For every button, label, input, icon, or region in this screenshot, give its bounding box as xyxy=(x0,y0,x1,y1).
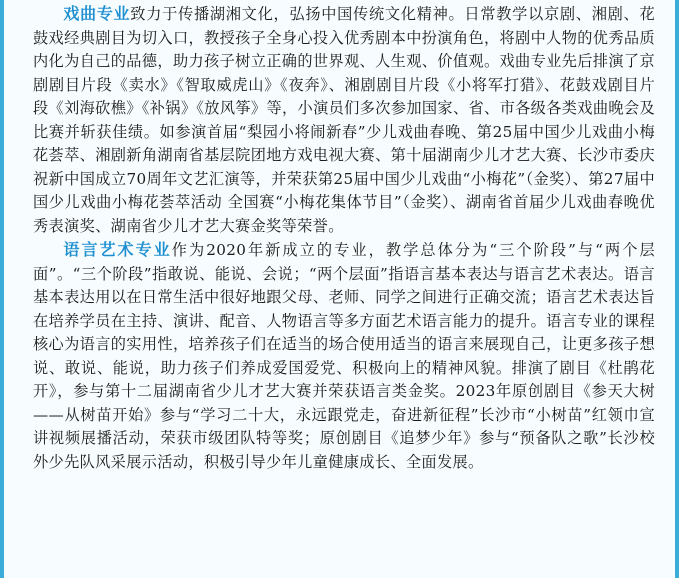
paragraph-opera-major xyxy=(33,2,655,238)
opera-major-text: 致力于传播湖湘文化，弘扬中国传统文化精神。日常教学以京剧、湘剧、花鼓戏经典剧目为切入口，教授孩子全身心投入优秀剧本中扮演角色，将剧中人物的优秀品质内化为自己的品德，助力孩子树立正确的世界观、人生观、价值观。戏曲专业先后排演了京剧剧目片段《卖水》《智取威虎山》《夜奔》、湘剧剧目片段《小将军打猎》、花鼓戏剧目片段《刘海砍樵》《补锅》《放风筝》等，小演员们多次参加国家、省、市各级各类戏曲晚会及比赛并斩获佳绩。如参演首届“梨园小将闹新春”少儿戏曲春晚、第25届中国少儿戏曲小梅花荟萃、湘剧新角湖南省基层院团地方戏电视大赛、第十届湖南少儿才艺大赛、长沙市委庆祝新中国成立70周年文艺汇演等，并荣获第25届中国少儿戏曲“小梅花”（金奖）、第27届中国少儿戏曲小梅花荟萃活动 全国赛“小梅花集体节目”（金奖）、湖南省首届少儿戏曲春晚优秀表演奖、湖南省少儿才艺大赛金奖等荣誉。 xyxy=(33,5,655,235)
opera-major-heading: 戏曲专业 xyxy=(63,4,131,23)
language-arts-major-heading: 语言艺术专业 xyxy=(63,240,172,259)
language-arts-major-text: 作为2020年新成立的专业，教学总体分为“三个阶段”与“两个层面”。“三个阶段”指敢说、能说、会说；“两个层面”指语言基本表达与语言艺术表达。语言基本表达用以在日常生活中很好地跟父母、老师、同学之间进行正确交流；语言艺术表达旨在培养学员在主持、演讲、配音、人物语言等多方面艺术语言能力的提升。语言专业的课程核心为语言的实用性，培养孩子们在适当的场合使用适当的语言来展现自己，让更多孩子想说、敢说、能说，助力孩子们养成爱国爱党、积极向上的精神风貌。排演了剧目《杜鹃花开》，参与第十二届湖南省少儿才艺大赛并荣获语言类金奖。2023年原创剧目《参天大树——从树苗开始》参与“学习二十大，永远跟党走，奋进新征程”长沙市“小树苗”红领巾宣讲视频展播活动，荣获市级团队特等奖；原创剧目《追梦少年》参与“预备队之歌”长沙校外少先队风采展示活动，积极引导少年儿童健康成长、全面发展。 xyxy=(33,241,655,471)
paragraph-language-arts-major xyxy=(33,238,655,474)
article-body xyxy=(33,2,655,474)
